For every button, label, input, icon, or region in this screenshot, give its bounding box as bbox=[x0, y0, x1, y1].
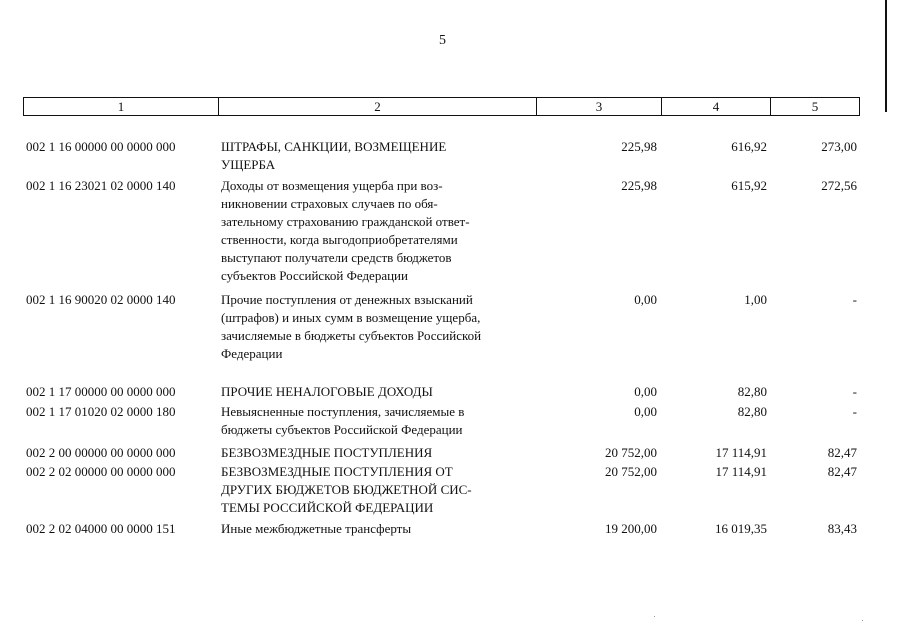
value-col-3: 225,98 bbox=[621, 139, 657, 154]
header-col-5: 5 bbox=[811, 99, 819, 114]
budget-code: 002 1 17 00000 00 0000 000 bbox=[26, 384, 176, 399]
budget-code: 002 1 16 90020 02 0000 140 bbox=[26, 292, 176, 307]
value-col-3: 0,00 bbox=[634, 404, 657, 419]
description-line: Прочие поступления от денежных взысканий bbox=[221, 292, 473, 307]
description-line: никновении страховых случаев по обя- bbox=[221, 196, 438, 211]
row-description bbox=[221, 444, 531, 462]
value-col-4: 615,92 bbox=[731, 178, 767, 193]
row-description bbox=[221, 177, 531, 285]
value-col-3: 0,00 bbox=[634, 292, 657, 307]
row-description bbox=[221, 383, 531, 401]
description-line: зачисляемые в бюджеты субъектов Российской bbox=[221, 328, 482, 343]
value-col-5: 83,43 bbox=[827, 521, 857, 536]
value-col-4: 616,92 bbox=[731, 139, 767, 154]
description-line: БЕЗВОЗМЕЗДНЫЕ ПОСТУПЛЕНИЯ bbox=[221, 445, 433, 460]
budget-code: 002 2 00 00000 00 0000 000 bbox=[26, 445, 176, 460]
description-line: ственности, когда выгодоприобретателями bbox=[221, 232, 458, 247]
budget-code: 002 1 16 23021 02 0000 140 bbox=[26, 178, 176, 193]
row-description bbox=[221, 138, 531, 174]
value-col-5: 272,56 bbox=[821, 178, 857, 193]
description-line: Федерации bbox=[221, 346, 283, 361]
description-line: выступают получатели средств бюджетов bbox=[221, 250, 452, 265]
value-col-5: 82,47 bbox=[827, 464, 857, 479]
header-col-2: 2 bbox=[219, 98, 537, 115]
row-description bbox=[221, 291, 531, 363]
header-col-4: 4 bbox=[662, 98, 771, 115]
description-line: ШТРАФЫ, САНКЦИИ, ВОЗМЕЩЕНИЕ bbox=[221, 139, 447, 154]
value-col-4: 17 114,91 bbox=[715, 445, 767, 460]
description-line: Доходы от возмещения ущерба при воз- bbox=[221, 178, 443, 193]
description-line: ПРОЧИЕ НЕНАЛОГОВЫЕ ДОХОДЫ bbox=[221, 384, 433, 399]
budget-code: 002 2 02 00000 00 0000 000 bbox=[26, 464, 176, 479]
description-line: ДРУГИХ БЮДЖЕТОВ БЮДЖЕТНОЙ СИС- bbox=[221, 482, 472, 497]
table-header bbox=[23, 97, 860, 116]
scan-speck bbox=[654, 616, 655, 617]
value-col-4: 17 114,91 bbox=[715, 464, 767, 479]
value-col-3: 20 752,00 bbox=[605, 445, 657, 460]
page-number: 5 bbox=[439, 33, 446, 48]
value-col-5: - bbox=[852, 292, 857, 307]
value-col-4: 82,80 bbox=[737, 404, 767, 419]
value-col-4: 16 019,35 bbox=[715, 521, 767, 536]
row-description bbox=[221, 463, 531, 517]
budget-code: 002 2 02 04000 00 0000 151 bbox=[26, 521, 176, 536]
value-col-3: 225,98 bbox=[621, 178, 657, 193]
value-col-5: 82,47 bbox=[827, 445, 857, 460]
value-col-5: - bbox=[852, 404, 857, 419]
description-line: субъектов Российской Федерации bbox=[221, 268, 408, 283]
description-line: зательному страхованию гражданской ответ- bbox=[221, 214, 470, 229]
value-col-4: 1,00 bbox=[744, 292, 767, 307]
row-description bbox=[221, 403, 531, 439]
description-line: ТЕМЫ РОССИЙСКОЙ ФЕДЕРАЦИИ bbox=[221, 500, 434, 515]
header-col-3: 3 bbox=[537, 98, 662, 115]
right-margin-rule bbox=[885, 0, 887, 112]
budget-code: 002 1 17 01020 02 0000 180 bbox=[26, 404, 176, 419]
description-line: бюджеты субъектов Российской Федерации bbox=[221, 422, 463, 437]
description-line: Невыясненные поступления, зачисляемые в bbox=[221, 404, 465, 419]
value-col-3: 19 200,00 bbox=[605, 521, 657, 536]
header-col-1: 1 bbox=[24, 98, 219, 115]
budget-code: 002 1 16 00000 00 0000 000 bbox=[26, 139, 176, 154]
description-line: УЩЕРБА bbox=[221, 157, 276, 172]
value-col-4: 82,80 bbox=[737, 384, 767, 399]
value-col-3: 0,00 bbox=[634, 384, 657, 399]
scan-speck bbox=[862, 620, 863, 621]
description-line: (штрафов) и иных сумм в возмещение ущерба, bbox=[221, 310, 481, 325]
description-line: БЕЗВОЗМЕЗДНЫЕ ПОСТУПЛЕНИЯ ОТ bbox=[221, 464, 453, 479]
description-line: Иные межбюджетные трансферты bbox=[221, 521, 412, 536]
value-col-3: 20 752,00 bbox=[605, 464, 657, 479]
value-col-5: 273,00 bbox=[821, 139, 857, 154]
row-description bbox=[221, 520, 531, 538]
value-col-5: - bbox=[852, 384, 857, 399]
